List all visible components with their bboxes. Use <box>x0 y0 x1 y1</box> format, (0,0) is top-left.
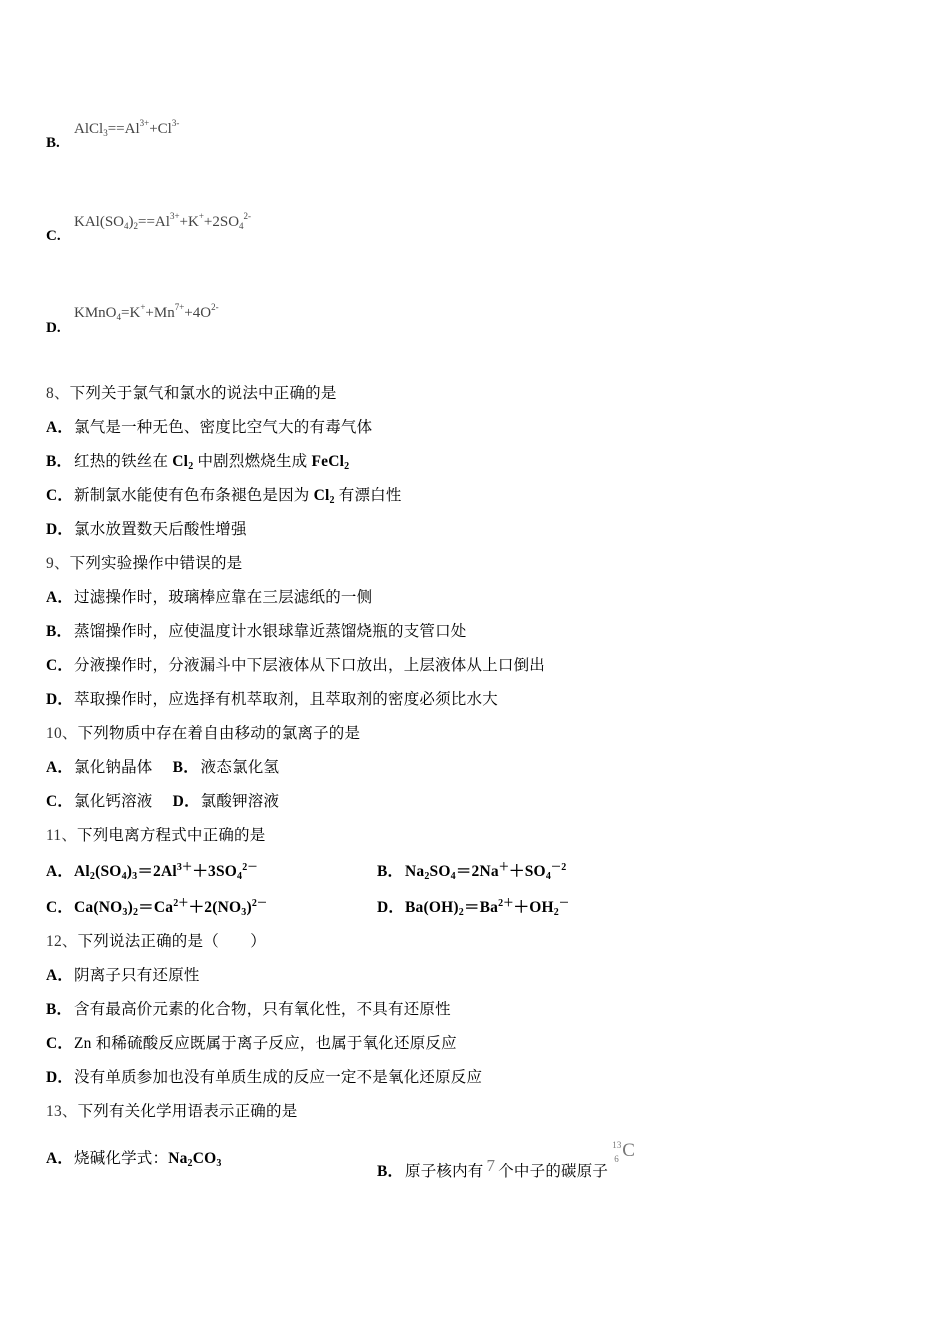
q7-option-b-formula: $AlCl_3==Al^{3+}+Cl^{3-}$ <box>74 118 180 138</box>
q8-option-a: A．氯气是一种无色、密度比空气大的有毒气体 <box>46 419 373 436</box>
q9-option-c: C．分液操作时，分液漏斗中下层液体从下口放出，上层液体从上口倒出 <box>46 657 546 674</box>
q7-option-c-formula: $KAl(SO_4)_2==Al^{3+}+K^++2SO_4^{2-}$ <box>74 211 252 231</box>
q12-option-c: C．Zn 和稀硫酸反应既属于离子反应，也属于氧化还原反应 <box>46 1035 457 1052</box>
q10-stem: 10、下列物质中存在着自由移动的氯离子的是 <box>46 725 361 742</box>
q11-option-a: A．$Al_2(SO_4)_3=2Al^{3+}+3SO_4^{2-}$ <box>46 862 258 882</box>
q9-stem: 9、下列实验操作中错误的是 <box>46 555 243 572</box>
q12-option-a: A．阴离子只有还原性 <box>46 967 200 984</box>
q12-stem: 12、下列说法正确的是（ ） <box>46 933 267 950</box>
q7-option-d-letter: D. <box>46 320 61 336</box>
q11-option-d: D．$Ba(OH)_2=Ba^{2+}+OH_2^-$ <box>377 898 570 918</box>
q13-stem: 13、下列有关化学用语表示正确的是 <box>46 1103 298 1120</box>
q8-option-d: D．氯水放置数天后酸性增强 <box>46 521 247 538</box>
q10-options-ab: A．氯化钠晶体 B． 液态氯化氢 <box>46 759 280 776</box>
q12-option-b: B． 含有最高价元素的化合物，只有氧化性，不具有还原性 <box>46 1001 451 1018</box>
q11-stem: 11、下列电离方程式中正确的是 <box>46 827 266 844</box>
q9-option-d: D．萃取操作时，应选择有机萃取剂，且萃取剂的密度必须比水大 <box>46 691 498 708</box>
q8-stem: 8、下列关于氯气和氯水的说法中正确的是 <box>46 385 337 402</box>
q8-option-b: B． 红热的铁丝在 $Cl_2$ 中剧烈燃烧生成 FeCl$_2$ <box>46 453 350 472</box>
q11-option-c: C．$Ca(NO_3)_2=Ca^{2+}+2(NO_3)^{2-}$ <box>46 898 268 918</box>
q7-option-d-formula: $KMnO_4=K^++Mn^{7+}+4O^{2-}$ <box>74 302 219 322</box>
q11-option-b: B． $Na_2SO_4=2Na^++SO_4^{-2}$ <box>377 862 567 882</box>
q7-option-b-letter: B. <box>46 135 60 151</box>
q8-option-c: C．新制氯水能使有色布条褪色是因为 $Cl_2$ 有漂白性 <box>46 487 402 506</box>
q9-option-a: A．过滤操作时，玻璃棒应靠在三层滤纸的一侧 <box>46 589 373 606</box>
q13-option-b: B． 原子核内有 7 个中子的碳原子 13 6 C <box>377 1146 638 1181</box>
q7-option-c-letter: C. <box>46 228 61 244</box>
q13-option-a: A．烧碱化学式：$Na_2CO_3$ <box>46 1150 222 1169</box>
q9-option-b: B． 蒸馏操作时，应使温度计水银球靠近蒸馏烧瓶的支管口处 <box>46 623 467 640</box>
carbon-13-isotope-symbol: 13 6 C <box>612 1140 636 1164</box>
q10-options-cd: C．氯化钙溶液 D．氯酸钾溶液 <box>46 793 280 810</box>
q12-option-d: D．没有单质参加也没有单质生成的反应一定不是氧化还原反应 <box>46 1069 483 1086</box>
